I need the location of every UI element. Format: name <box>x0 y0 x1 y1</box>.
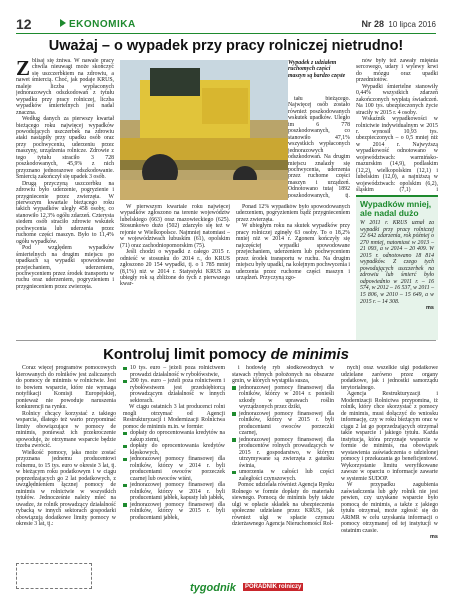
bullet-paragraph: jednorazowej pomocy finansowej dla rolników, którzy w 2015 r. byli producentami owoców porzeczki czarnej, <box>232 411 334 437</box>
page-number: 12 <box>16 16 32 32</box>
article2-column-2 <box>123 365 225 565</box>
section-arrow-icon <box>60 19 66 27</box>
paragraph: W pierwszym kwartale roku najwięcej wypadków zgłoszono na terenie województw lubelskiego (663) oraz mazowieckiego (625). Stosunkowo dużo (502) zdarzyło się też w rejonie w Wielkopolsce. Najmniej natomiast – w województwach lubuskim (61), opolskim (71) oraz zachodniopomorskim (75). <box>120 204 230 249</box>
bullet-paragraph: 200 tys. euro – jeżeli poza rolnictwem i rybołówstwem jest przedsiębiorcą prowadzącym działalność w innych sektorach. <box>123 378 225 404</box>
bullet-paragraph: dopłaty do oprocentowania kredytów klęskowych, <box>123 443 225 456</box>
article1-column-1 <box>16 58 114 338</box>
paragraph: Drugą przyczyną uszczerbku na zdrowiu było uderzenie, pogryzienie i przygniecenie przez zwierzęta. W pierwszym kwartale bieżącego roku takich wypadków uległy 458 osoby, co stanowiło 12,3% ogółu zdarzeń. Czterysta siedem osób straciło zdrowie wskutek pochwycenia lub uderzenia przez ruchome części maszyn. Było to 11,4% ogółu wypadków. <box>16 180 114 245</box>
paragraph: blisaj się żniwa. W nawale pracy chwila nieuwagi może skończyć się uszczerbkiem na zdrowiu, a nawet śmiercią. Choć, jak podaje KRUS, maleje liczba wypłaconych jednorazowych odszkodowań z tytułu wypadku przy pracy rolniczej, liczba wypadków śmiertelnych jest nadal znaczna. <box>16 58 114 116</box>
article1-headline: Uważaj – o wypadek przy pracy rolniczej nietrudno! <box>48 38 404 54</box>
sidebar-body: W 2011 r. KRUS uznał za wypadki przy pracy rolniczej 22 642 zdarzenia, rok później o 270 mniej, natomiast w 2013 – 21 093, a w 2014 – 20 409. W 2015 r. odnotowano 18 814 wypadków. Z czego tych powodujących uszczerbek na zdrowiu lub śmierć było odpowiednio w 2011 r. – 16 574, w 2012 – 16 537, w 2011 – 15 806, w 2010 – 15 649, a w 2015 r. – 14 308. <box>360 220 434 305</box>
paragraph: W ciągu ostatnich 3 lat producenci rolni mogli otrzymać od Agencji Restrukturyzacji i Modernizacji Rolnictwa pomoc de minimis m.in. w formie: <box>123 404 225 430</box>
headline-main: Kontroluj limit pomocy <box>103 346 271 363</box>
paragraph: Coraz więcej programów pomocowych kierowanych do rolników jest zaliczanych do pomocy de minimis w rolnictwie. Jest to bowiem wsparcie, które nie wymaga notyfikacji Komisji Europejskiej, ponieważ nie powoduje naruszenia konkurencji na rynku. <box>16 365 116 410</box>
bullet-paragraph: jednorazowej pomocy finansowej dla rolników, którzy w 2014 r. ponieśli szkody w uprawach roślin wyrządzonych przez dziki, <box>232 385 334 411</box>
tygodnik-logo: tygodnik <box>190 582 236 594</box>
paragraph: Rolnicy chcący korzystać z takiego wsparcia, dlatego też warto przypominać limity obowiązujące w pomocy de minimis, ponieważ ich przekroczenie spowoduje, że otrzymane wsparcie będzie trzeba zwrócić. <box>16 410 116 449</box>
paragraph: Pod względem wypadków śmiertelnych na drugim miejscu po upadkach są wypadki spowodowane przejechaniem, uderzeniem, pochwyceniem przez środek transportu w ruchu oraz uderzeniem, pogryzieniem i przygnieceniem przez zwierzęta. <box>16 245 114 290</box>
bullet-paragraph: umorzenia w całości lub części zaległości czynszowych. <box>232 469 334 482</box>
article2-column-1 <box>16 365 116 565</box>
paragraph: Jeśli chodzi o wypadki z całego 2015 r. odnieść w stosunku do 2014 r., do KRUS zgłoszono 20 154 wypadki, tj. o 1 785 mniej (8,1%) niż w 2014 r. Statystyki KRUS za ubiegły rok są zbliżone do tych z pierwszego kwar- <box>120 249 230 288</box>
paragraph: Wskaźnik wypadkowości w rolnictwie indywidualnym w 2015 r. wynosił 10,93 tys. ubezpieczonych – o 0,5 mniej niż w 2014 r. Najwyższą wypadkowość odnotowano w województwach: warmińsko-mazurskim (14,9), podlaskim (12,2), wielkopolskim (12,1) i lubelskim (12,0), a najniższą w województwach: opolskim (6,2), śląskim (7,1) i <box>356 116 438 193</box>
paragraph: Wypadki śmiertelne stanowiły 0,44% wszystkich zdarzeń zakończonych wypłatą świadczeń. Na 100 tys. ubezpieczonych życie straciły w 2015 r. 4 osoby. <box>356 83 438 116</box>
bullet-paragraph: dopłaty do oprocentowania kredytów na zakup ziemi, <box>123 430 225 443</box>
paragraph: nych) oraz wszelkie ulgi podatkowe udzielane zarówno przez organy podatkowe, jak i jednostki samorządu terytorialnego. <box>341 365 438 391</box>
bullet-paragraph: jednorazowej pomocy finansowej dla rolników, którzy w 2015 r. byli producentami jabłek, <box>123 502 225 522</box>
harvester-image <box>120 60 288 200</box>
article1-column-4 <box>356 58 438 193</box>
article2-column-4 <box>341 365 438 565</box>
paragraph: tału bieżącego. Najwięcej osób zostało również poszkodowanych wskutek upadków. Uległo im 6 778 poszkodowanych, co stanowiło 47,1% wszystkich wypłaconych jednorazowych odszkodowań. Na drugim miejscu znalazły się pochwycenia, uderzenia przez ruchome części maszyn i urządzeń. Odnotowano tutaj 1892 poszkodowanych, tj. <box>288 96 350 198</box>
article2-column-3 <box>232 365 334 565</box>
photo-caption: Wypadek z udziałem ruchomych części maszyn są bardzo częste <box>288 60 346 79</box>
issue-number: Nr 28 <box>361 19 384 29</box>
sidebar-box <box>356 195 438 340</box>
section-name: EKONOMIKA <box>69 19 136 30</box>
harvester-photo <box>120 60 288 200</box>
headline-italic: de minimis <box>270 346 349 363</box>
bullet-paragraph: jednorazowej pomocy finansowej dla rolników, którzy w 2014 r. byli producentami owoców porzeczek czarnej lub owoców wiśni, <box>123 456 225 482</box>
paragraph: W ubiegłym roku na skutek wypadków przy pracy rolniczej zginęły 63 osoby. To o 18,2% mniej niż w 2014 r. Zgonem kończyły się najczęściej wypadki spowodowane przejechaniem, uderzeniem lub pochwyceniem przez środek transportu w ruchu. Na drugim miejscu były upadki, na kolejnym pochwycenia i uderzenia przez ruchome części maszyn i urządzeń. Przyczyną zgo- <box>236 223 350 281</box>
poradnik-badge: PORADNIK rolniczy <box>245 584 302 590</box>
sidebar-author: ms <box>426 305 434 312</box>
paragraph: Według danych za pierwszy kwartał bieżącego roku najwięcej wypadków powodujących uszczerbek na zdrowiu ataki nastąpiły przy upadku osób oraz przy pochwyceniu, uderzeniu przez maszyny, urządzenia rolnicze. Zdrowie z tego tytułu straciło 3 728 poszkodowanych, 45,9% z nich przyznano jednorazowe odszkodowanie. Śmiercią zakończył się upadek 3 osób. <box>16 116 114 181</box>
issue-info <box>361 19 436 29</box>
article-divider <box>16 340 436 341</box>
paragraph: Pomoc udzielała również Agencja Rynku Rolnego w formie dopłaty do materiału siewnego. Pomocą de minimis były także ulgi w opłacie składek na ubezpieczenia społeczne udzielane przez KRUS, jak również ulgi w spłacie czynszu dzierżawnego Agencja Nieruchomości Rol- <box>232 482 334 527</box>
article2-author: ms <box>430 534 438 540</box>
header-rule <box>16 33 436 34</box>
paragraph: i hodowlę ryb słodkowodnych w stawach rybnych położonych na obszarze gmin, w których wystąpiła susza, <box>232 365 334 384</box>
issue-date: 10 lipca 2016 <box>388 20 436 29</box>
article2-headline <box>16 346 436 363</box>
bullet-paragraph: jednorazowej pomocy finansowej dla producentów rolnych prowadzących w 2015 r. gospodarstwo, w którym utrzymywane są zwierzęta z gatunku świnia, <box>232 437 334 470</box>
sidebar-title: Wypadków mniej, ale nadal dużo <box>360 199 432 218</box>
article1-column-3-top <box>288 96 350 198</box>
article1-column-3-bottom <box>236 204 350 338</box>
paragraph: Agencja Restrukturyzacji i Modernizacji Rolnictwa przypomina, iż rolnik, który chce skorzystać z pomocy de minimis, musi dołączyć do wniosku informację, czy w roku bieżącym oraz w ciągu 2 lat go poprzedzających otrzymał takie wsparcie i jakiego tytułu. Każda instytucja, która przyznaje wsparcie w formie de minimis, ma obowiązek wystawienia zaświadczenia o udzielonej pomocy i przekazania go beneficjentowi. Wykorzystanie limitu weryfikowane zawsze w oparciu o informacje zawarte w systemie SUDOP. <box>341 391 438 482</box>
bullet-paragraph: jednorazowej pomocy finansowej dla rolników, którzy w 2014 r. byli producentami jabłek, kapusty lub jabłek, <box>123 482 225 502</box>
paragraph: nów były też zawały mięśnia sercowego, udary i wylewy krwi do mózgu oraz upadki przedmiotów. <box>356 58 438 84</box>
paragraph: Ponad 12% wypadków było spowodowanych uderzeniem, pogryzieniem bądź przygnieceniem przez zwierzęta. <box>236 204 350 223</box>
article1-column-2-bottom <box>120 204 230 338</box>
dropcap: Z <box>16 58 31 80</box>
bullet-paragraph: 10 tys. euro – jeżeli poza rolnictwem prowadzi działalność w rybołówstwie, <box>123 365 225 378</box>
paragraph: Wielkość pomocy, jaka może zostać przyznana jednemu producentowi rolnemu, to 15 tys. euro w okresie 3 lat, tj. w bieżącym roku podatkowym i w ciągu poprzedzających go 2 lat podatkowych, z uwzględnieniem łącznej pomocy de minimis w rolnictwie w wszystkich tytułów. Jednocześnie należy mieć na uwadze, że rolnik prowadzący działalność rybacką w innych sektorach gospodarki obowiązują dodatkowe limity pomocy w okresie 3 lat, tj.: <box>16 449 116 527</box>
paragraph: W przypadku zagubienia zaświadczenia lub gdy rolnik nie jest pewien, czy uzyskane wsparcie było pomocą de minimis, a także z jakiego tytułu otrzymał, może zgłosić się do ARiMR w celu uzyskania informacji o pomocy otrzymanej od tej instytucji w ostatnim czasie. <box>341 482 438 534</box>
footer <box>0 582 450 596</box>
section-label <box>60 19 180 30</box>
page-header <box>16 16 436 32</box>
